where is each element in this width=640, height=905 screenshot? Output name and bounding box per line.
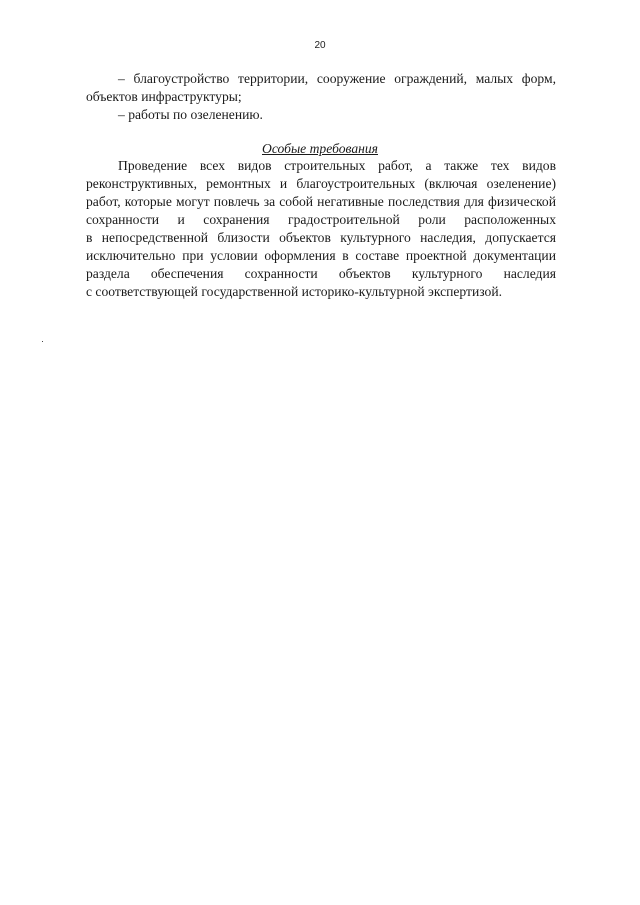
paragraph-line: с соответствующей государственной историко-культурной экспертизой. [86, 284, 503, 299]
paragraph-line: раздела обеспечения сохранности объектов культурного наследия [86, 266, 556, 281]
paragraph-line: Проведение всех видов строительных работ, а также тех видов [118, 158, 556, 173]
paragraph-line: в непосредственной близости объектов культурного наследия, допускается [86, 230, 556, 245]
paragraph-line: реконструктивных, ремонтных и благоустроительных (включая озеленение) [86, 176, 556, 191]
list-item-line: – работы по озеленению. [118, 107, 263, 122]
paragraph-line: исключительно при условии оформления в составе проектной документации [86, 248, 556, 263]
list-item-line: – благоустройство территории, сооружение ограждений, малых форм, [118, 71, 556, 86]
scan-artifact [42, 341, 43, 342]
list-item [86, 106, 556, 124]
paragraph-line: работ, которые могут повлечь за собой негативные последствия для физической [86, 194, 556, 209]
list-item [86, 70, 556, 106]
list-item-line: объектов инфраструктуры; [86, 89, 242, 104]
section-paragraph [86, 157, 556, 301]
page-number: 20 [314, 40, 326, 51]
paragraph-line: сохранности и сохранения градостроительной роли расположенных [86, 212, 556, 227]
section-title: Особые требования [262, 141, 378, 156]
